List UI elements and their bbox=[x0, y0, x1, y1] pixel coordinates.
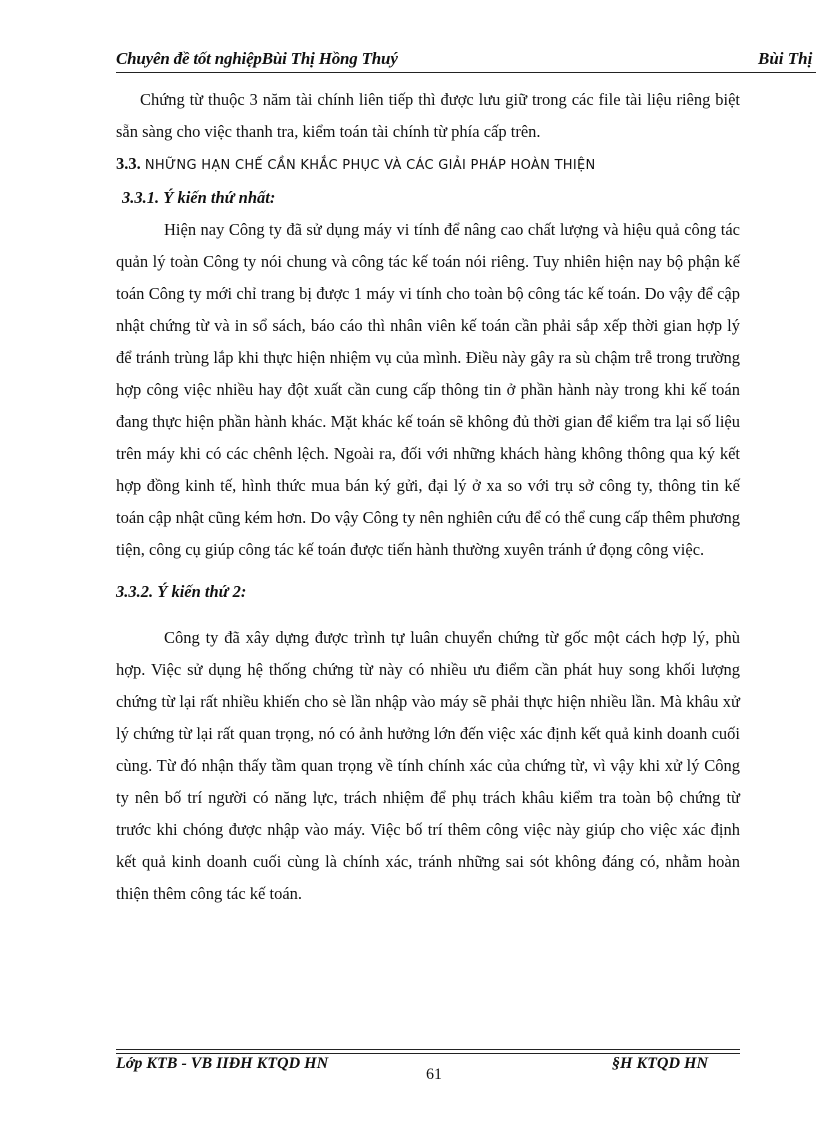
footer-left-text: Lớp KTB - VB IIĐH KTQD HN bbox=[116, 1055, 329, 1072]
footer-right-text: §H KTQD HN bbox=[612, 1055, 708, 1072]
footer-divider-bottom bbox=[116, 1053, 740, 1054]
header-divider bbox=[116, 72, 816, 73]
subsection-2-heading: 3.3.2. Ý kiến thứ 2: bbox=[116, 582, 247, 601]
footer-divider-top bbox=[116, 1049, 740, 1050]
section-number: 3.3. bbox=[116, 154, 141, 173]
subsection-1-heading: 3.3.1. Ý kiến thứ nhất: bbox=[122, 188, 276, 207]
page-header bbox=[116, 47, 816, 73]
header-right-text: Bùi Thị bbox=[758, 49, 813, 68]
header-left-text: Chuyên đề tốt nghiệpBùi Thị Hồng Thuý bbox=[116, 49, 398, 68]
intro-paragraph: Chứng từ thuộc 3 năm tài chính liên tiếp thì được lưu giữ trong các file tài liệu riêng biệt sẵn sàng cho việc thanh tra, kiểm toán tài chính từ phía cấp trên. bbox=[116, 90, 740, 141]
page-number: 61 bbox=[426, 1066, 442, 1083]
subsection-1-paragraph: Hiện nay Công ty đã sử dụng máy vi tính để nâng cao chất lượng và hiệu quả công tác quản lý toàn Công ty nói chung và công tác kế toán nói riêng. Tuy nhiên hiện nay bộ phận kế toán Công ty mới chỉ trang bị được 1 máy vi tính cho toàn bộ công tác kế toán. Do vậy để cập nhật chứng từ và in sổ sách, báo cáo thì nhân viên kế toán cần phải sắp xếp thời gian hợp lý để tránh trùng lắp khi thực hiện nhiệm vụ của mình. Điều này gây ra sù chậm trễ trong trường hợp công việc nhiều hay đột xuất cần cung cấp thông tin ở phần hành này trong khi kế toán đang thực hiện phần hành khác. Mặt khác kế toán sẽ không đủ thời gian để kiểm tra lại số liệu trên máy khi có các chênh lệch. Ngoài ra, đối với những khách hàng không thông qua ký kết hợp đồng kinh tế, hình thức mua bán ký gửi, đại lý ở xa so với trụ sở công ty, thông tin kế toán cập nhật cũng kém hơn. Do vậy Công ty nên nghiên cứu để có thể cung cấp thêm phương tiện, công cụ giúp công tác kế toán được tiến hành thường xuyên tránh ứ đọng công việc. bbox=[116, 220, 740, 559]
page-content bbox=[116, 84, 740, 910]
section-heading bbox=[116, 148, 740, 182]
section-title: NHỮNG HẠN CHẾ CẦN KHẮC PHỤC VÀ CÁC GIẢI PHÁP HOÀN THIỆN bbox=[144, 158, 596, 173]
subsection-2-paragraph: Công ty đã xây dựng được trình tự luân chuyển chứng từ gốc một cách hợp lý, phù hợp. Việc sử dụng hệ thống chứng từ này có nhiều ưu điểm cần phát huy song khối lượng chứng từ lại rất nhiều khiến cho sè lần nhập vào máy sẽ phải thực hiện nhiều lần. Mà khâu xử lý chứng từ lại rất quan trọng, nó có ảnh hưởng lớn đến việc xác định kết quả kinh doanh cuối cùng. Từ đó nhận thấy tầm quan trọng về tính chính xác của chứng từ, vì vậy khi xử lý Công ty nên bố trí người có năng lực, trách nhiệm để phụ trách khâu kiểm tra toàn bộ chứng từ trước khi chóng được nhập vào máy. Việc bố trí thêm công việc này giúp cho việc xác định kết quả kinh doanh cuối cùng là chính xác, tránh những sai sót không đáng có, nhằm hoàn thiện thêm công tác kế toán. bbox=[116, 628, 740, 903]
